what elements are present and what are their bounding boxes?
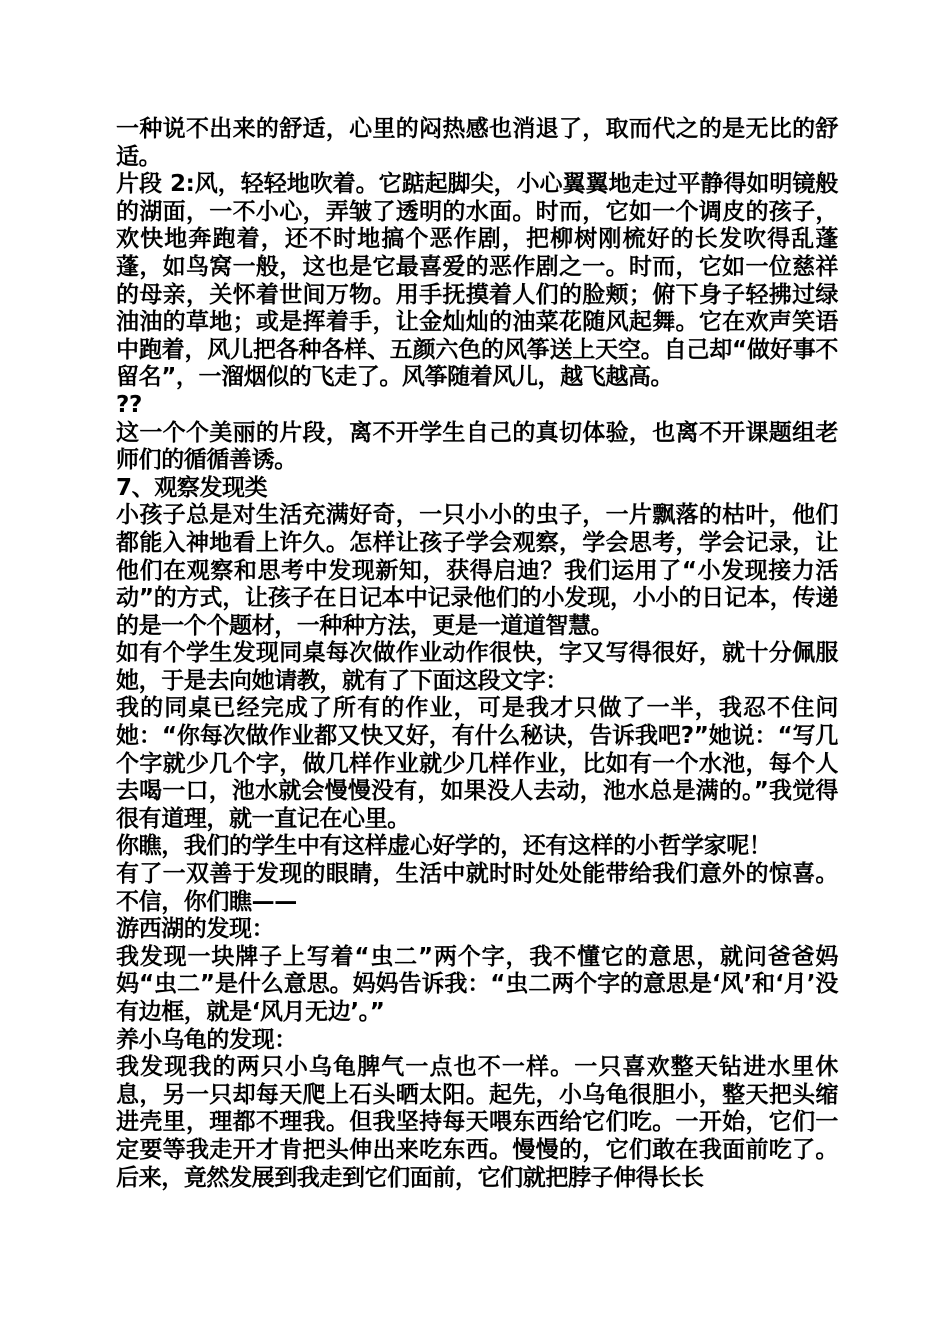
paragraph-fragment-2-wind: 片段 2:风，轻轻地吹着。它踮起脚尖，小心翼翼地走过平静得如明镜般的湖面，一不小心，弄皱了透明的水面。时而，它如一个调皮的孩子，欢快地奔跑着，还不时地搞个恶作剧，把柳树刚梳好的长发吹得乱蓬蓬，如鸟窝一般，这也是它最喜爱的恶作剧之一。时而，它如一位慈祥的母亲，关怀着世间万物。用手抚摸着人们的脸颊；俯下身子轻拂过绿油油的草地；或是挥着手，让金灿灿的油菜花随风起舞。它在欢声笑语中跑着，风儿把各种各样、五颜六色的风筝送上天空。自己却“做好事不留名”，一溜烟似的飞走了。风筝随着风儿，越飞越高。 (116, 171, 838, 391)
subheading-west-lake: 游西湖的发现： (116, 916, 275, 943)
paragraph-observation-intro: 小孩子总是对生活充满好奇，一只小小的虫子，一片飘落的枯叶，他们都能入神地看上许久。怎样让孩子学会观察，学会思考，学会记录，让他们在观察和思考中发现新知，获得启迪？我们运用了“小发现接力活动”的方式，让孩子在日记本中记录他们的小发现，小小的日记本，传递的是一个个题材，一种种方法，更是一道道智慧。 (116, 502, 838, 639)
section-heading-observation: 7、观察发现类 (116, 474, 268, 501)
paragraph-intro-continuation: 一种说不出来的舒适，心里的闷热感也消退了，取而代之的是无比的舒适。 (116, 116, 838, 170)
paragraph-placeholder-marks: ?? (116, 391, 142, 418)
paragraph-west-lake-story: 我发现一块牌子上写着“虫二”两个字，我不懂它的意思，就问爸爸妈妈“虫二”是什么意思。妈妈告诉我：“虫二两个字的意思是‘风’和‘月’没有边框，就是‘风月无边’。” (116, 943, 838, 1025)
paragraph-deskmate-example-intro: 如有个学生发现同桌每次做作业动作很快，字又写得很好，就十分佩服她，于是去向她请教，就有了下面这段文字： (116, 640, 838, 694)
paragraph-deskmate-story: 我的同桌已经完成了所有的作业，可是我才只做了一半，我忍不住问她：“你每次做作业都又快又好，有什么秘诀，告诉我吧?”她说：“写几个字就少几个字，做几样作业就少几样作业，比如有一个水池，每个人去喝一口，池水就会慢慢没有，如果没人去动，池水总是满的。”我觉得很有道理，就一直记在心里。 (116, 695, 838, 832)
subheading-turtle: 养小乌龟的发现： (116, 1026, 297, 1053)
paragraph-turtle-story: 我发现我的两只小乌龟脾气一点也不一样。一只喜欢整天钻进水里休息，另一只却每天爬上石头晒太阳。起先，小乌龟很胆小，整天把头缩进壳里，理都不理我。但我坚持每天喂东西给它们吃。一开始，它们一定要等我走开才肯把头伸出来吃东西。慢慢的，它们敢在我面前吃了。后来，竟然发展到我走到它们面前，它们就把脖子伸得长长 (116, 1054, 838, 1191)
paragraph-little-philosopher: 你瞧，我们的学生中有这样虚心好学的，还有这样的小哲学家呢！ (116, 833, 772, 860)
document-body (116, 116, 838, 1192)
paragraph-discovering-eyes: 有了一双善于发现的眼睛，生活中就时时处处能带给我们意外的惊喜。不信，你们瞧—— (116, 861, 838, 915)
paragraph-fragments-summary: 这一个个美丽的片段，离不开学生自己的真切体验，也离不开课题组老师们的循循善诱。 (116, 419, 838, 474)
